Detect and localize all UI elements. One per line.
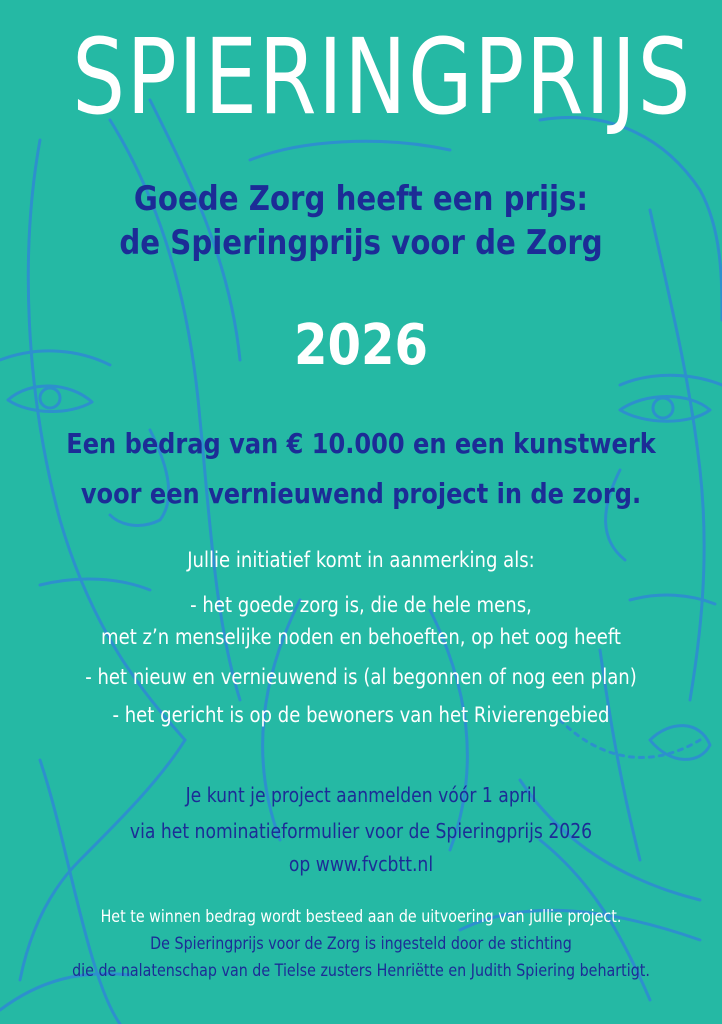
- subtitle-line-1: Goede Zorg heeft een prijs:: [133, 179, 589, 219]
- apply-line-3: op www.fvcbtt.nl: [288, 852, 434, 876]
- amount-line-1: Een bedrag van € 10.000 en een kunstwerk: [66, 427, 656, 460]
- apply-line-2: via het nominatieformulier voor de Spieringprijs 2026: [129, 819, 593, 843]
- criteria-item-1b: met z’n menselijke noden en behoeften, op het oog heeft: [101, 625, 621, 649]
- criteria-item-3: - het gericht is op de bewoners van het Rivierengebied: [112, 703, 610, 727]
- footer-line-1: Het te winnen bedrag wordt besteed aan de uitvoering van jullie project.: [100, 907, 622, 927]
- apply-line-1: Je kunt je project aanmelden vóór 1 april: [185, 783, 537, 807]
- criteria-item-1a: - het goede zorg is, die de hele mens,: [190, 593, 532, 617]
- amount-line-2: voor een vernieuwend project in de zorg.: [80, 477, 642, 510]
- footer-line-2: De Spieringprijs voor de Zorg is ingesteld door de stichting: [150, 934, 572, 954]
- criteria-intro: Jullie initiatief komt in aanmerking als:: [187, 548, 535, 572]
- year: 2026: [293, 313, 429, 378]
- footer-line-3: die de nalatenschap van de Tielse zusters Henriëtte en Judith Spiering behartigt.: [72, 961, 650, 981]
- criteria-item-2: - het nieuw en vernieuwend is (al begonnen of nog een plan): [85, 665, 637, 689]
- subtitle-line-2: de Spieringprijs voor de Zorg: [119, 223, 603, 263]
- poster-title: SPIERINGPRIJS: [72, 16, 693, 138]
